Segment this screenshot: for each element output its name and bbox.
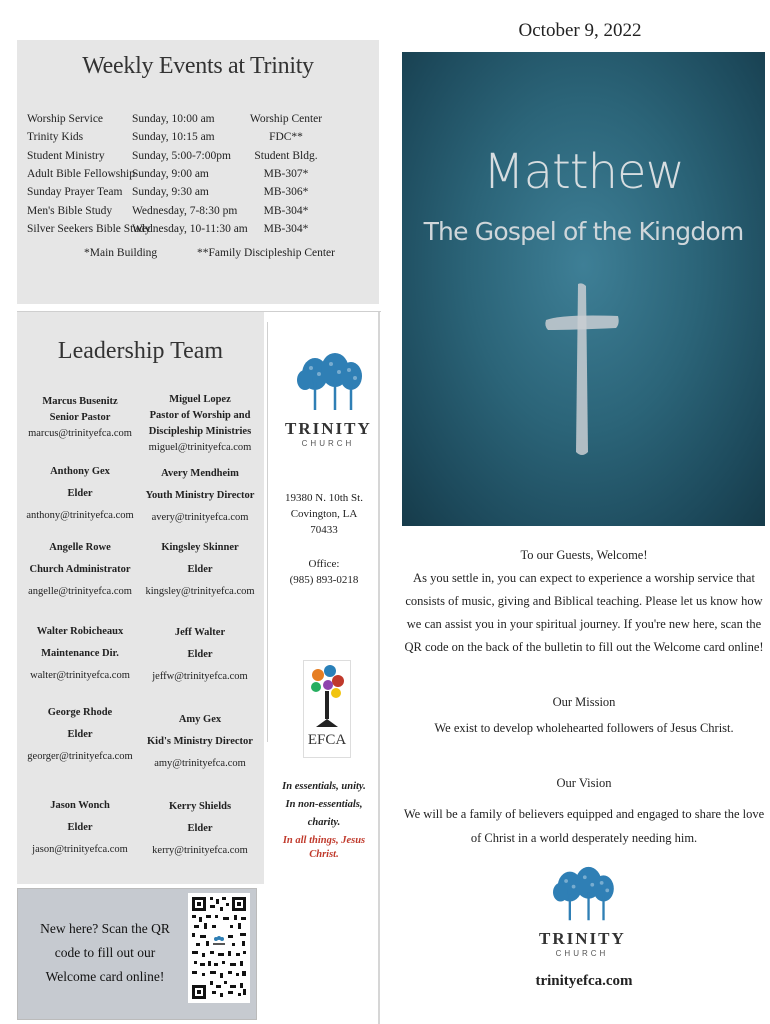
event-row	[17, 183, 379, 201]
event-name: Men's Bible Study	[27, 204, 113, 217]
cover-title: Matthew	[483, 144, 684, 200]
leader-role: Pastor of Worship and Discipleship Ministries	[148, 410, 252, 437]
event-row	[17, 128, 379, 146]
leader-name: Avery Mendheim	[161, 468, 239, 479]
event-location: FDC**	[269, 131, 303, 144]
event-row	[17, 220, 379, 238]
church-motto	[270, 778, 378, 862]
office-label: Office:	[308, 558, 340, 570]
leader-card	[141, 392, 259, 456]
event-time: Wednesday, 7-8:30 pm	[132, 204, 238, 217]
qr-callout	[17, 888, 257, 1020]
leader-card	[141, 466, 259, 526]
leader-role: Kid's Ministry Director	[147, 736, 253, 747]
qr-code[interactable]	[188, 893, 250, 1003]
welcome-heading: To our Guests, Welcome!	[520, 548, 648, 562]
logo-wordmark: TRINITY	[539, 929, 626, 948]
event-time: Sunday, 9:00 am	[132, 167, 209, 180]
motto-line-highlight: In all things, Jesus Christ.	[282, 835, 366, 860]
leader-name: Marcus Busenitz	[42, 396, 118, 407]
website-link[interactable]: trinityefca.com	[535, 973, 633, 989]
leader-name: Walter Robicheaux	[36, 626, 124, 637]
leadership-panel	[17, 312, 264, 884]
bulletin-date: October 9, 2022	[518, 20, 642, 41]
leader-name: Kerry Shields	[168, 801, 232, 812]
leader-name: George Rhode	[47, 707, 113, 718]
event-row	[17, 147, 379, 165]
qr-callout-text: New here? Scan the QR code to fill out our Welcome card online!	[40, 921, 170, 984]
leader-card	[21, 624, 139, 684]
motto-line: In non-essentials, charity.	[285, 799, 363, 828]
leader-role: Elder	[67, 822, 93, 833]
leader-name: Kingsley Skinner	[161, 542, 239, 553]
sermon-series-cover	[402, 52, 765, 526]
trinity-logo	[285, 352, 371, 448]
leader-role: Elder	[187, 649, 213, 660]
event-name: Adult Bible Fellowship	[27, 167, 135, 180]
leader-role: Church Administrator	[29, 564, 131, 575]
leader-name: Angelle Rowe	[49, 542, 111, 553]
leader-role: Elder	[187, 823, 213, 834]
event-name: Student Ministry	[27, 149, 105, 162]
leader-name: Jeff Walter	[174, 627, 226, 638]
event-location: MB-304*	[263, 204, 309, 217]
vision-heading: Our Vision	[556, 776, 612, 790]
cover-subtitle: The Gospel of the Kingdom	[423, 217, 744, 246]
leader-email[interactable]: anthony@trinityefca.com	[26, 510, 134, 521]
leader-name: Miguel Lopez	[169, 394, 231, 405]
leader-email[interactable]: miguel@trinityefca.com	[148, 442, 252, 453]
cross-icon	[542, 280, 622, 460]
trees-icon	[285, 352, 371, 414]
event-time: Wednesday, 10-11:30 am	[132, 222, 248, 235]
logo-subtitle: CHURCH	[555, 949, 609, 958]
qr-code-icon	[188, 893, 250, 1003]
leader-name: Jason Wonch	[50, 800, 110, 811]
event-location: Worship Center	[249, 113, 323, 125]
leader-card	[141, 799, 259, 859]
leader-role: Elder	[67, 729, 93, 740]
leader-email[interactable]: avery@trinityefca.com	[151, 512, 249, 523]
efca-tree-icon	[304, 661, 350, 731]
event-location: Student Bldg.	[254, 149, 318, 162]
leader-role: Elder	[187, 564, 213, 575]
leader-email[interactable]: georger@trinityefca.com	[27, 751, 133, 762]
leadership-title: Leadership Team	[57, 338, 224, 364]
event-location: MB-307*	[263, 167, 309, 180]
leader-email[interactable]: walter@trinityefca.com	[30, 670, 130, 681]
divider	[378, 312, 380, 1024]
leader-name: Amy Gex	[178, 714, 222, 725]
leader-card	[21, 705, 139, 765]
event-name: Trinity Kids	[27, 131, 84, 144]
note-main-building: *Main Building	[84, 247, 158, 259]
weekly-events-panel	[17, 40, 379, 304]
leader-role: Senior Pastor	[49, 412, 111, 423]
leader-email[interactable]: amy@trinityefca.com	[154, 758, 246, 769]
note-family-discipleship: **Family Discipleship Center	[197, 247, 335, 259]
leader-role: Maintenance Dir.	[41, 648, 119, 659]
event-row	[17, 110, 379, 128]
church-address	[272, 490, 376, 538]
leader-card	[141, 540, 259, 600]
leader-email[interactable]: marcus@trinityefca.com	[28, 428, 132, 439]
event-time: Sunday, 10:15 am	[132, 131, 215, 144]
trinity-logo-large	[539, 866, 625, 958]
logo-wordmark: TRINITY	[285, 419, 372, 438]
leader-role: Elder	[67, 488, 93, 499]
divider	[267, 322, 268, 742]
leader-card	[141, 712, 259, 772]
event-name: Silver Seekers Bible Study	[27, 222, 151, 235]
event-row	[17, 202, 379, 220]
leader-email[interactable]: kerry@trinityefca.com	[152, 845, 248, 856]
event-time: Sunday, 10:00 am	[132, 113, 215, 125]
logo-subtitle: CHURCH	[301, 439, 355, 448]
address-line: 70433	[310, 524, 338, 536]
event-time: Sunday, 5:00-7:00pm	[132, 149, 231, 162]
event-location: MB-306*	[263, 186, 309, 199]
weekly-events-title: Weekly Events at Trinity	[82, 53, 314, 79]
motto-line: In essentials, unity.	[282, 781, 366, 792]
address-line: Covington, LA	[290, 508, 358, 520]
leader-card	[141, 625, 259, 685]
leader-name: Anthony Gex	[50, 466, 110, 477]
welcome-body: As you settle in, you can expect to experience a worship service that consists of music, giving and Biblical teaching. Please let us know how we can assist you in your spiritual journey. If you're new here, scan the QR code on the back of the bulletin to fill out the Welcome card online!	[404, 571, 764, 654]
event-time: Sunday, 9:30 am	[132, 186, 209, 199]
leader-email[interactable]: angelle@trinityefca.com	[28, 586, 132, 597]
event-name: Worship Service	[27, 113, 104, 125]
efca-logo	[303, 660, 351, 758]
leader-email[interactable]: kingsley@trinityefca.com	[145, 586, 255, 597]
leader-email[interactable]: jeffw@trinityefca.com	[152, 671, 248, 682]
mission-text: We exist to develop wholehearted followers of Jesus Christ.	[434, 721, 734, 735]
leader-card	[21, 464, 139, 524]
address-line: 19380 N. 10th St.	[285, 492, 363, 504]
leader-email[interactable]: jason@trinityefca.com	[32, 844, 128, 855]
efca-label: EFCA	[307, 732, 347, 748]
event-location: MB-304*	[263, 222, 309, 235]
trees-icon	[539, 866, 625, 924]
leader-card	[21, 798, 139, 858]
office-contact	[272, 556, 376, 588]
event-row	[17, 165, 379, 183]
office-phone: (985) 893-0218	[289, 574, 359, 586]
event-name: Sunday Prayer Team	[27, 186, 123, 199]
leader-card	[21, 394, 139, 442]
vision-text: We will be a family of believers equipped and engaged to share the love of Christ in a world desperately needing him.	[403, 807, 765, 845]
mission-heading: Our Mission	[552, 695, 616, 709]
welcome-section	[403, 544, 765, 659]
leader-role: Youth Ministry Director	[145, 490, 255, 501]
leader-card	[21, 540, 139, 600]
